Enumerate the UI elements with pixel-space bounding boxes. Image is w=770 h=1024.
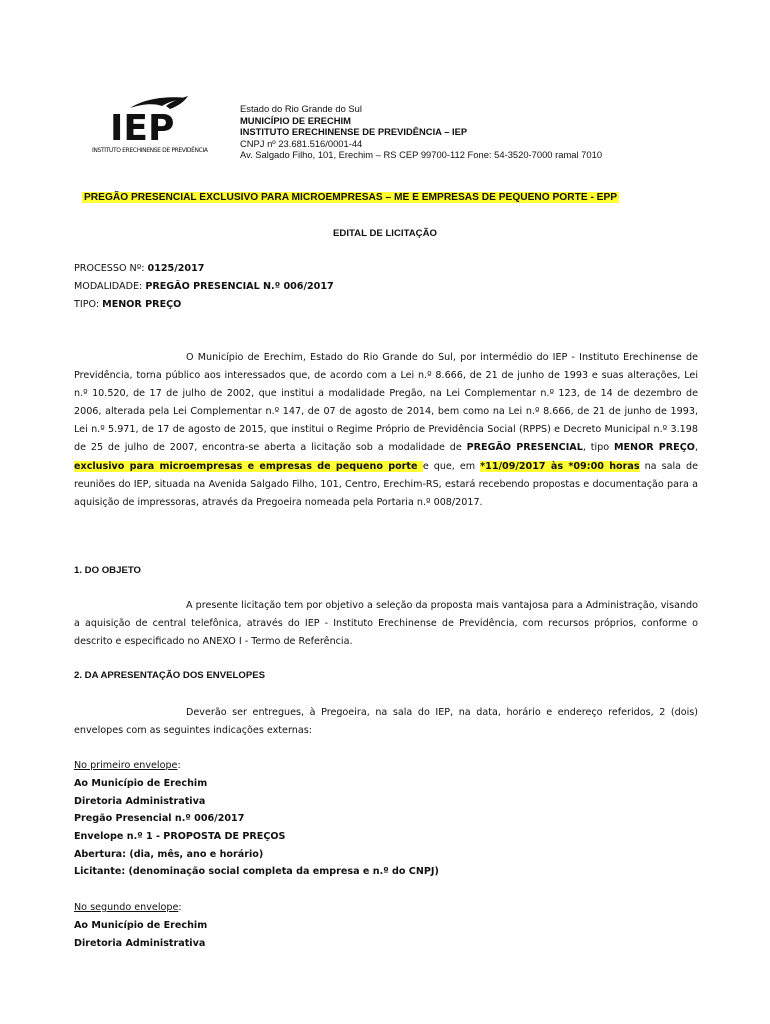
intro-text-5: na sala de reuniões do IEP, situada na Avenida Salgado Filho, 101, Centro, Erechim-RS, estará recebendo propostas e documentação para a aquisição de impressoras, através da Pregoeira nomeada pela Portaria n.º 008/2017. <box>74 460 699 508</box>
tipo-label: TIPO: <box>74 299 103 310</box>
envelope-2-line: Ao Município de Erechim <box>74 920 208 931</box>
envelope-1-line: Ao Município de Erechim <box>74 778 208 789</box>
section-1-title: 1. DO OBJETO <box>74 565 141 576</box>
logo-text: IEP <box>110 108 175 149</box>
edital-title: EDITAL DE LICITAÇÃO <box>333 228 437 239</box>
intro-bold-pregao: PREGÃO PRESENCIAL <box>466 442 583 454</box>
section-1-text <box>74 597 698 651</box>
intro-text-3: , <box>694 442 698 454</box>
modalidade-line <box>74 281 334 292</box>
iep-logo <box>88 94 212 156</box>
header-state: Estado do Rio Grande do Sul <box>240 103 362 114</box>
envelope-2-heading-text: No segundo envelope <box>74 902 179 913</box>
logo-subtitle: INSTITUTO ERECHINENSE DE PREVIDÊNCIA <box>92 147 208 154</box>
envelope-1-heading <box>74 760 181 771</box>
tipo-value: MENOR PREÇO <box>102 299 182 310</box>
intro-text-2: , tipo <box>582 442 614 454</box>
envelope-1-line: Licitante: (denominação social completa da empresa e n.º do CNPJ) <box>74 866 439 877</box>
envelope-1-line: Pregão Presencial n.º 006/2017 <box>74 813 245 824</box>
processo-value: 0125/2017 <box>147 263 205 274</box>
envelope-2-colon: : <box>178 902 182 913</box>
envelope-1-line: Envelope n.º 1 - PROPOSTA DE PREÇOS <box>74 831 286 842</box>
header-cnpj: CNPJ nº 23.681.516/0001-44 <box>240 137 363 149</box>
intro-bold-tipo: MENOR PREÇO <box>613 442 695 454</box>
highlight-banner: PREGÃO PRESENCIAL EXCLUSIVO PARA MICROEMPRESAS – ME E EMPRESAS DE PEQUENO PORTE - EPP <box>84 192 618 203</box>
tipo-line <box>74 299 181 310</box>
envelope-2-heading <box>74 902 182 913</box>
section-2-title: 2. DA APRESENTAÇÃO DOS ENVELOPES <box>74 670 266 681</box>
header-institute: INSTITUTO ERECHINENSE DE PREVIDÊNCIA – IEP <box>240 126 468 138</box>
section-1-body: A presente licitação tem por objetivo a seleção da proposta mais vantajosa para a Administração, visando a aquisição de central telefônica, através do IEP - Instituto Erechinense de Previdência, com recursos próprios, conforme o descrito e especificado no ANEXO I - Termo de Referência. <box>74 600 698 648</box>
header-municipality: MUNICÍPIO DE ERECHIM <box>240 114 351 126</box>
intro-text-1: O Município de Erechim, Estado do Rio Grande do Sul, por intermédio do IEP - Instituto Erechinense de Previdência, torna público aos interessados que, de acordo com a Lei n.º 8.666, de 21 de junho de 1993 e suas alterações, Lei n.º 10.520, de 17 de julho de 2002, que institui a modalidade Pregão, na Lei Complementar n.º 123, de 14 de dezembro de 2006, alterada pela Lei Complementar n.º 147, de 07 de agosto de 2014, bem como na Lei n.º 8.666, de 21 de junho de 1993, Lei n.º 5.971, de 17 de agosto de 2015, que institui o Regime Próprio de Previdência Social (RPPS) e Decreto Municipal n.º 3.198 de 25 de julho de 2007, encontra-se aberta a licitação sob a modalidade de <box>74 352 698 454</box>
modalidade-value: PREGÃO PRESENCIAL N.º 006/2017 <box>145 281 334 292</box>
institution-header <box>240 103 602 161</box>
envelope-1-line: Diretoria Administrativa <box>74 796 206 807</box>
envelope-1-colon: : <box>177 760 181 771</box>
processo-line <box>74 263 204 274</box>
intro-highlight-date: *11/09/2017 às *09:00 horas <box>480 460 640 472</box>
section-2-text <box>74 704 698 740</box>
intro-highlight-exclusivo: exclusivo para microempresas e empresas de pequeno porte <box>74 460 423 472</box>
header-address: Av. Salgado Filho, 101, Erechim – RS CEP 99700-112 Fone: 54-3520-7000 ramal 7010 <box>240 149 603 161</box>
intro-paragraph <box>74 349 698 512</box>
envelope-1-heading-text: No primeiro envelope <box>74 760 178 771</box>
envelope-2-line: Diretoria Administrativa <box>74 938 206 949</box>
intro-text-4: e que, em <box>422 460 481 472</box>
processo-label: PROCESSO Nº: <box>74 263 148 274</box>
section-2-body: Deverão ser entregues, à Pregoeira, na sala do IEP, na data, horário e endereço referidos, 2 (dois) envelopes com as seguintes indicações externas: <box>74 707 698 737</box>
modalidade-label: MODALIDADE: <box>74 281 146 292</box>
envelope-1-line: Abertura: (dia, mês, ano e horário) <box>74 849 264 860</box>
